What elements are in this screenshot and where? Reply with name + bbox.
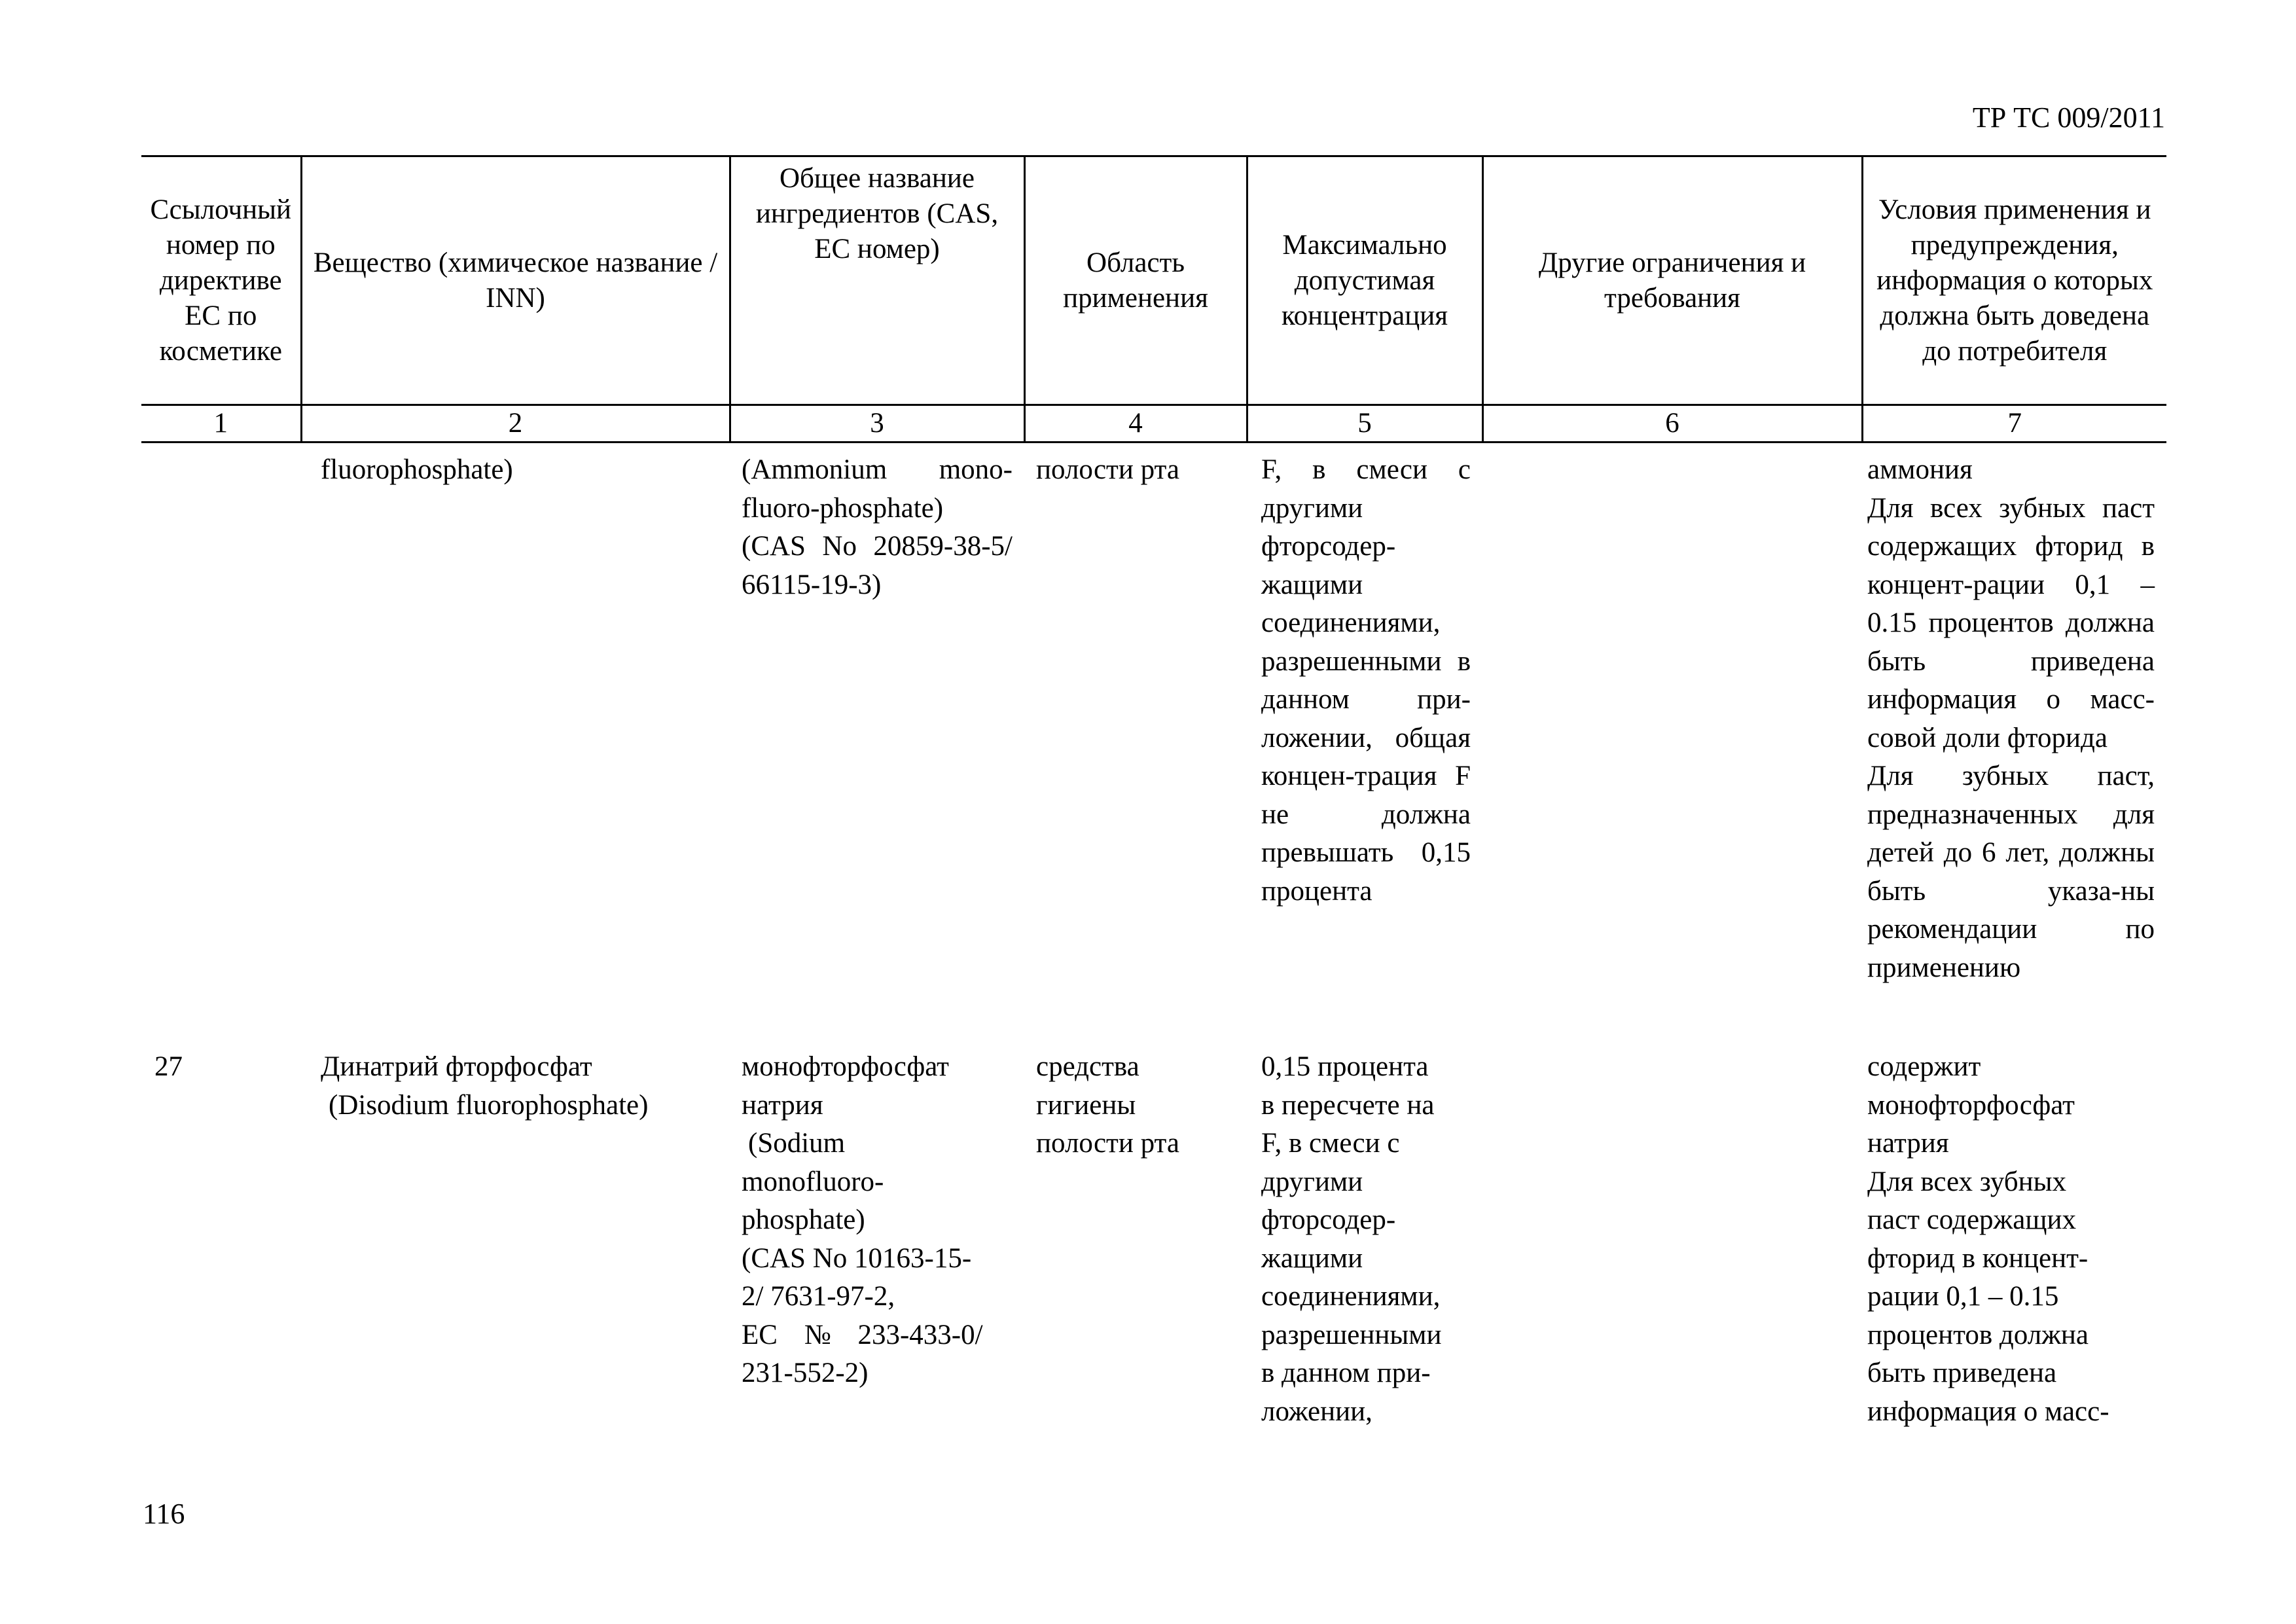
column-number: 7 — [1862, 405, 2166, 442]
conditions-line: Для всех зубных — [1867, 1166, 2067, 1197]
area-line: гигиены — [1036, 1089, 1136, 1121]
common-name-line: 231-552-2) — [742, 1358, 869, 1388]
conditions-paragraph: Для зубных паст, предназначенных для детей до 6 лет, должны быть указа-ны рекомендации по применению — [1867, 761, 2155, 983]
substance-line: (Disodium fluorophosphate) — [329, 1089, 649, 1121]
max-concentration-line: в пересчете на — [1261, 1089, 1435, 1121]
header-substance: Вещество (химическое название / INN) — [301, 156, 730, 405]
conditions-line: фторид в концент- — [1867, 1242, 2089, 1274]
common-name-line: (CAS No 10163-15- — [742, 1242, 972, 1274]
area-cell — [1024, 1040, 1247, 1454]
max-concentration-line: 0,15 процента — [1261, 1051, 1429, 1082]
column-number: 4 — [1024, 405, 1247, 442]
common-name-line: 2/ 7631-97-2, — [742, 1281, 895, 1312]
substance-cell: fluorophosphate) — [321, 454, 513, 485]
max-concentration-cell — [1247, 1040, 1482, 1454]
header-common-name: Общее название ингредиентов (CAS, ЕС номер) — [730, 156, 1024, 405]
common-name-line: phosphate) — [742, 1204, 865, 1235]
common-name-cell — [730, 1040, 1024, 1454]
conditions-line: процентов должна — [1867, 1319, 2089, 1350]
max-concentration-line: разрешенными — [1261, 1319, 1442, 1350]
max-concentration-line: фторсодер- — [1261, 1204, 1396, 1235]
column-number: 6 — [1482, 405, 1862, 442]
page-number: 116 — [143, 1498, 185, 1530]
max-concentration-cell: F, в смеси с другими фторсодер-жащими соединениями, разрешенными в данном при-ложении, общая концен-трация F не должна превышать 0,15 процента — [1261, 454, 1471, 907]
conditions-cell — [1862, 442, 2166, 1041]
common-name-line: ЕС № 233-433-0/ — [742, 1319, 983, 1350]
column-number: 2 — [301, 405, 730, 442]
header-row — [141, 156, 2166, 405]
conditions-line: монофторфосфат — [1867, 1089, 2075, 1121]
conditions-paragraph: аммония — [1867, 454, 1973, 485]
other-limits-cell — [1482, 1040, 1862, 1454]
substance-line: Динатрий фторфосфат — [321, 1051, 592, 1082]
max-concentration-line: F, в смеси с — [1261, 1128, 1400, 1159]
ref-number-cell — [141, 442, 301, 1041]
header-ref-number: Ссылочный номер по директиве ЕС по косметике — [141, 156, 301, 405]
table-row — [141, 1040, 2166, 1454]
common-name-line: (Sodium — [748, 1128, 846, 1159]
ref-number-cell: 27 — [154, 1051, 183, 1082]
header-max-concentration: Максимально допустимая концентрация — [1247, 156, 1482, 405]
column-number: 5 — [1247, 405, 1482, 442]
conditions-line: паст содержащих — [1867, 1204, 2076, 1235]
conditions-line: натрия — [1867, 1128, 1949, 1159]
conditions-paragraph: Для всех зубных паст содержащих фторид в концент-рации 0,1 – 0.15 процентов должна быть приведена информация о масс-совой доли фторида — [1867, 492, 2155, 753]
header-area: Область применения — [1024, 156, 1247, 405]
column-number-row — [141, 405, 2166, 442]
common-name-line: монофторфосфат — [742, 1051, 949, 1082]
area-line: средства — [1036, 1051, 1139, 1082]
max-concentration-line: ложении, — [1261, 1396, 1372, 1427]
common-name-line: monofluoro- — [742, 1166, 884, 1197]
table-row — [141, 442, 2166, 1041]
column-number: 1 — [141, 405, 301, 442]
header-other-limits: Другие ограничения и требования — [1482, 156, 1862, 405]
document-code: ТР ТС 009/2011 — [1972, 101, 2165, 134]
other-limits-cell — [1482, 442, 1862, 1041]
area-line: полости рта — [1036, 1128, 1179, 1159]
substance-cell — [301, 1040, 730, 1454]
max-concentration-line: другими — [1261, 1166, 1363, 1197]
conditions-cell — [1862, 1040, 2166, 1454]
max-concentration-line: жащими — [1261, 1242, 1363, 1274]
substances-table — [141, 155, 2166, 1454]
column-number: 3 — [730, 405, 1024, 442]
max-concentration-line: соединениями, — [1261, 1281, 1441, 1312]
conditions-line: рации 0,1 – 0.15 — [1867, 1281, 2059, 1312]
max-concentration-line: в данном при- — [1261, 1358, 1431, 1388]
conditions-line: информация о масс- — [1867, 1396, 2109, 1427]
common-name-cell: (Ammonium mono-fluoro-phosphate) (CAS No 20859-38-5/ 66115-19-3) — [742, 454, 1013, 600]
conditions-line: содержит — [1867, 1051, 1981, 1082]
common-name-line: натрия — [742, 1089, 823, 1121]
area-cell: полости рта — [1036, 454, 1179, 485]
header-conditions: Условия применения и предупреждения, информация о которых должна быть доведена до потребителя — [1862, 156, 2166, 405]
conditions-line: быть приведена — [1867, 1358, 2057, 1388]
